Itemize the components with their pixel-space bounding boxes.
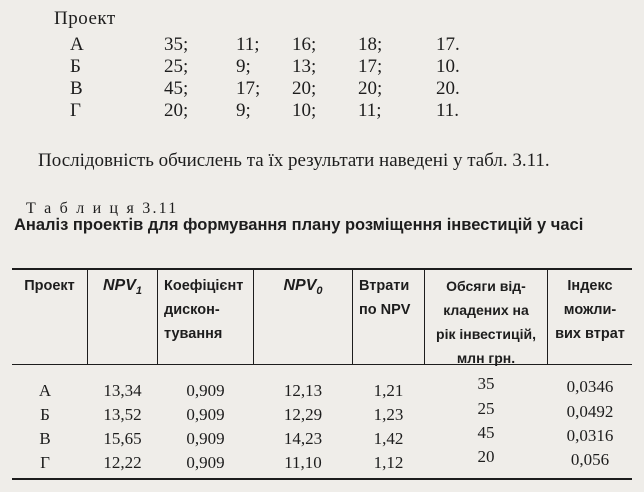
project-value: 17. — [436, 34, 460, 55]
cell-index: 0,0492 — [566, 402, 614, 421]
header-npv0-label: NPV — [283, 277, 317, 294]
project-value: 13; — [292, 56, 317, 77]
cell-loss: 1,12 — [373, 453, 404, 472]
header-loss-line2: по NPV — [359, 302, 411, 318]
header-npv-losses — [353, 268, 424, 364]
header-vol-line2: кладених на — [443, 302, 529, 318]
header-npv1 — [88, 268, 157, 364]
cell-volume: 45 — [477, 423, 495, 442]
cell-coef: 0,909 — [186, 453, 225, 472]
project-value: 20; — [164, 100, 189, 121]
project-name: Б — [70, 56, 81, 77]
project-value: 20; — [358, 78, 383, 99]
cell-npv1: 13,34 — [103, 381, 142, 400]
project-name: В — [70, 78, 83, 99]
projects-heading: Проект — [54, 8, 116, 29]
header-npv1-subscript: 1 — [135, 285, 143, 298]
cell-volume: 35 — [477, 374, 495, 393]
cell-loss: 1,23 — [373, 405, 404, 424]
project-value: 35; — [164, 34, 189, 55]
project-value: 9; — [236, 100, 251, 121]
cell-npv1: 15,65 — [103, 429, 142, 448]
cell-project: Г — [40, 453, 50, 472]
header-discount-coefficient — [158, 268, 253, 364]
cell-coef: 0,909 — [186, 381, 225, 400]
cell-loss: 1,42 — [373, 429, 404, 448]
project-value: 25; — [164, 56, 189, 77]
header-idx-line3: вих втрат — [555, 326, 625, 342]
cell-npv0: 12,13 — [283, 381, 323, 400]
header-loss-line1: Втрати — [359, 278, 410, 294]
cell-index: 0,0316 — [566, 426, 614, 445]
header-project-label: Проект — [24, 278, 75, 294]
cell-coef: 0,909 — [186, 429, 225, 448]
project-name: А — [70, 34, 84, 55]
cell-volume: 25 — [477, 399, 495, 418]
cell-npv0: 12,29 — [283, 405, 323, 424]
header-idx-line1: Індекс — [567, 278, 613, 294]
header-vol-line3: рік інвестицій, — [436, 326, 536, 342]
table-title: Аналіз проектів для формування плану розміщення інвестицій у часі — [14, 216, 584, 234]
cell-project: В — [39, 429, 51, 448]
header-project — [12, 268, 87, 364]
project-value: 10. — [436, 56, 460, 77]
project-value: 17; — [358, 56, 383, 77]
project-value: 20. — [436, 78, 460, 99]
project-value: 20; — [292, 78, 317, 99]
project-value: 16; — [292, 34, 317, 55]
project-value: 18; — [358, 34, 383, 55]
project-value: 11; — [358, 100, 382, 121]
project-name: Г — [70, 100, 81, 121]
project-value: 11; — [236, 34, 260, 55]
cell-index: 0,056 — [570, 450, 610, 469]
table-caption: Т а б л и ц я 3.11 — [26, 200, 179, 217]
cell-npv0: 11,10 — [284, 453, 322, 472]
cell-project: А — [38, 381, 52, 400]
project-value: 17; — [236, 78, 261, 99]
header-coef-line1: Коефіцієнт — [164, 278, 244, 294]
cell-npv1: 12,22 — [103, 453, 142, 472]
header-loss-index — [548, 268, 632, 364]
cell-npv1: 13,52 — [103, 405, 142, 424]
header-vol-line1: Обсяги від- — [446, 278, 526, 294]
results-sentence: Послідовність обчислень та їх результати наведені у табл. 3.11. — [38, 150, 550, 171]
header-npv0 — [254, 268, 352, 364]
header-deferred-volume — [425, 268, 547, 364]
table-bottom-rule — [12, 478, 632, 480]
cell-loss: 1,21 — [373, 381, 404, 400]
header-vol-line4: млн грн. — [456, 350, 516, 366]
analysis-table — [12, 268, 632, 480]
cell-coef: 0,909 — [186, 405, 225, 424]
header-npv0-subscript: 0 — [316, 285, 323, 298]
header-idx-line2: можли- — [563, 302, 617, 318]
cell-project: Б — [40, 405, 50, 424]
project-value: 45; — [164, 78, 189, 99]
cell-npv0: 14,23 — [283, 429, 323, 448]
cell-volume: 20 — [477, 447, 495, 466]
header-coef-line2: дискон- — [164, 302, 220, 318]
project-value: 11. — [436, 100, 460, 121]
project-value: 10; — [292, 100, 317, 121]
project-value: 9; — [236, 56, 251, 77]
header-coef-line3: тування — [164, 326, 223, 342]
header-npv1-label: NPV — [102, 277, 136, 294]
cell-index: 0,0346 — [566, 377, 614, 396]
